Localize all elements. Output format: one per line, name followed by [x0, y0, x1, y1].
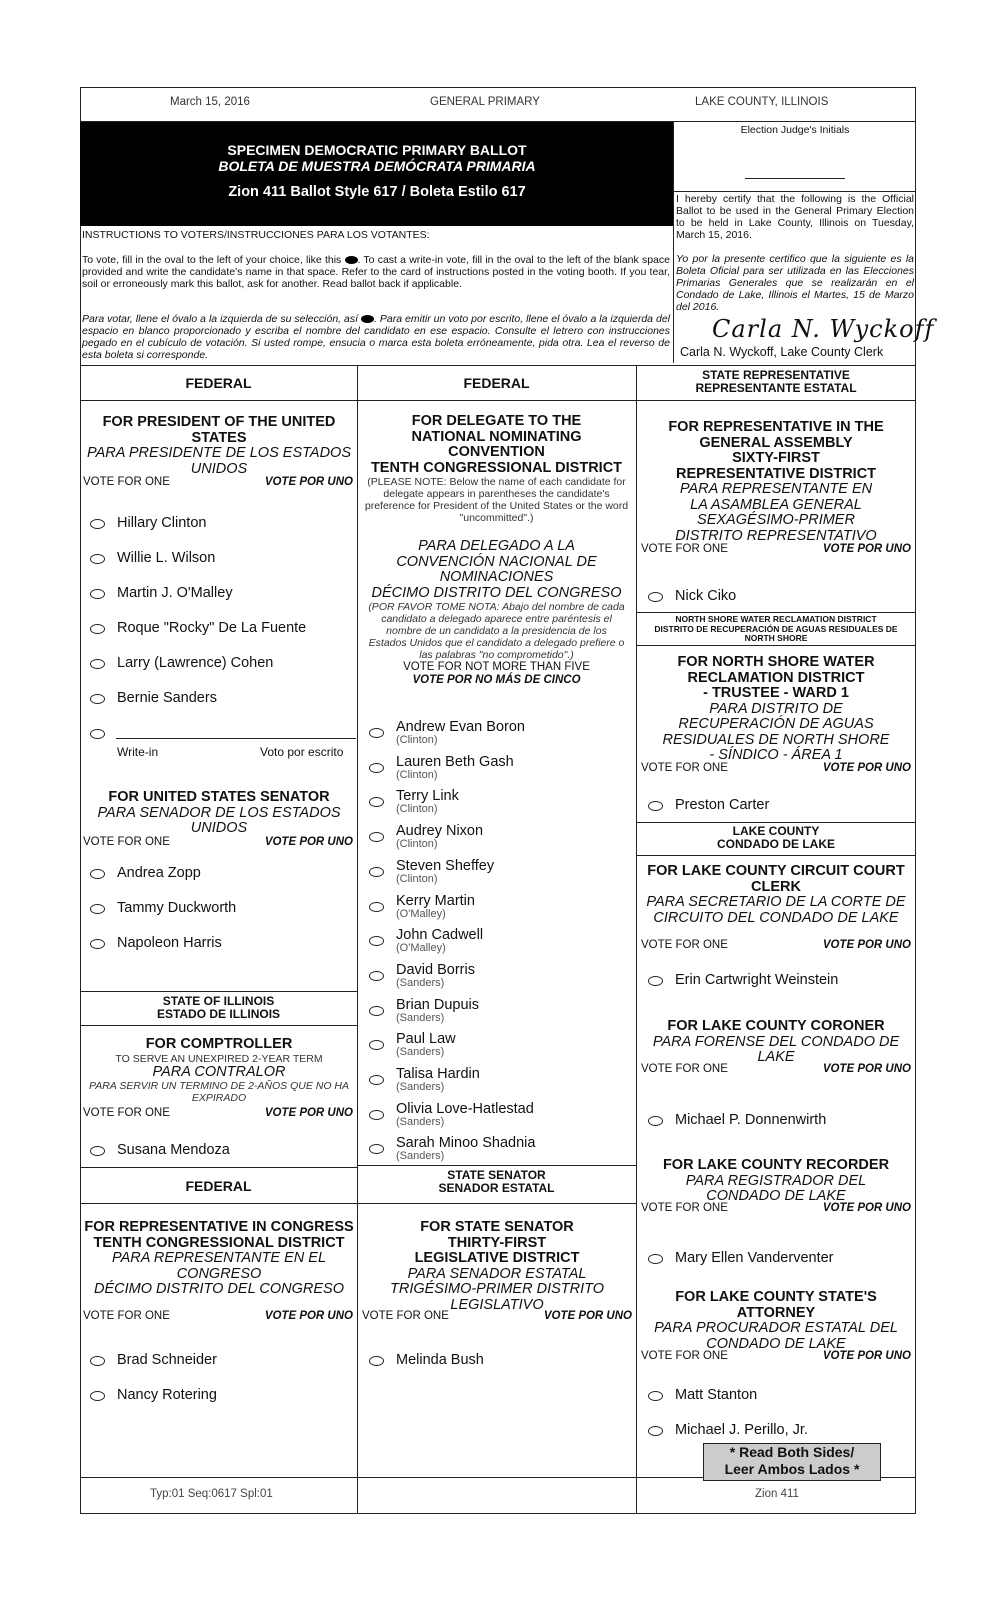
race-district-es: DÉCIMO DISTRITO DEL CONGRESO — [93, 1281, 345, 1297]
race-title-es: PARA DELEGADO A LA CONVENCIÓN NACIONAL DE NOMINACIONES — [396, 538, 597, 585]
race-title: FOR DELEGATE TO THE NATIONAL NOMINATING CONVENTION — [411, 413, 582, 460]
divider — [636, 400, 916, 401]
race-title-es: PARA PRESIDENTE DE LOS ESTADOS UNIDOS — [86, 445, 352, 477]
footer-precinct: Zion 411 — [755, 1488, 799, 1500]
election-type: GENERAL PRIMARY — [430, 96, 540, 108]
delegate-name-block — [396, 1067, 480, 1093]
delegate-preference: (O'Malley) — [396, 942, 446, 955]
sections-top — [80, 365, 916, 366]
race-president — [86, 415, 352, 477]
race-congress — [82, 1220, 356, 1298]
col2-header-federal: FEDERAL — [463, 375, 530, 391]
writein-line[interactable] — [116, 738, 356, 739]
delegate-name: John Cadwell — [396, 927, 484, 944]
oval-icon[interactable] — [369, 1110, 384, 1120]
vote-for-one: VOTE FOR ONE VOTE POR UNO — [83, 1310, 353, 1322]
judge-box-bottom — [673, 191, 916, 192]
divider — [357, 1165, 636, 1166]
race-title: FOR UNITED STATES SENATOR — [108, 789, 330, 805]
vote-for-one: VOTE FOR ONE VOTE POR UNO — [83, 1107, 353, 1119]
oval-icon[interactable] — [369, 1006, 384, 1016]
delegate-option[interactable] — [369, 824, 483, 850]
delegate-option[interactable] — [369, 1032, 456, 1058]
oval-icon[interactable] — [648, 1254, 663, 1264]
race-recorder — [640, 1158, 912, 1205]
clerk-name: Carla N. Wyckoff, Lake County Clerk — [680, 345, 884, 359]
candidate-option[interactable]: Melinda Bush — [369, 1352, 484, 1368]
delegate-option[interactable] — [369, 755, 514, 781]
oval-icon[interactable] — [369, 936, 384, 946]
col3-header-state-rep: STATE REPRESENTATIVE REPRESENTANTE ESTATAL — [695, 368, 857, 395]
read-both-sides-notice: * Read Both Sides/ Leer Ambos Lados * — [703, 1443, 881, 1481]
writein-label-es: Voto por escrito — [260, 745, 344, 759]
race-note-es: PARA SERVIR UN TERMINO DE 2-AÑOS QUE NO HA EXPIRADO — [88, 1080, 349, 1104]
delegate-name: Steven Sheffey — [396, 857, 495, 874]
race-title: FOR LAKE COUNTY RECORDER — [662, 1157, 890, 1173]
candidate-option[interactable]: Michael P. Donnenwirth — [648, 1112, 826, 1128]
delegate-name-block — [396, 963, 475, 989]
oval-icon[interactable] — [369, 1075, 384, 1085]
race-circuit-clerk — [638, 864, 914, 926]
oval-icon[interactable] — [369, 1356, 384, 1366]
candidate-option[interactable]: Napoleon Harris — [90, 935, 222, 951]
race-general-assembly — [640, 420, 912, 544]
delegate-name-block — [396, 1102, 534, 1128]
race-water-trustee — [640, 655, 912, 764]
delegate-name-block — [396, 755, 514, 781]
race-district: THIRTY-FIRST LEGISLATIVE DISTRICT — [414, 1234, 580, 1266]
race-title-es: PARA SENADOR DE LOS ESTADOS UNIDOS — [97, 804, 341, 836]
election-county: LAKE COUNTY, ILLINOIS — [695, 96, 829, 108]
vote-for-one: VOTE FOR ONE VOTE POR UNO — [641, 939, 911, 951]
oval-icon[interactable] — [90, 869, 105, 879]
delegate-option[interactable] — [369, 894, 475, 920]
vote-for-one: VOTE FOR ONE VOTE POR UNO — [83, 836, 353, 848]
race-district-es: SEXAGÉSIMO-PRIMER DISTRITO REPRESENTATIVO — [675, 512, 877, 544]
race-note-es: (POR FAVOR TOME NOTA: Abajo del nombre de cada candidato a delegado aparece entre paréntesis el nombre de un candidato a la presidencia de los Estados Unidos que el candidato a delegado prefiere o las palabras "no comprometido".) — [368, 601, 625, 661]
oval-icon[interactable] — [369, 728, 384, 738]
oval-icon[interactable] — [90, 554, 105, 564]
candidate-option[interactable]: Erin Cartwright Weinstein — [648, 972, 838, 988]
judge-initials-line[interactable] — [745, 178, 845, 179]
delegate-option[interactable] — [369, 720, 525, 746]
col1-header-divider — [80, 400, 357, 401]
candidate-option[interactable]: Matt Stanton — [648, 1387, 757, 1403]
oval-icon[interactable] — [369, 763, 384, 773]
vote-for-one: VOTE FOR ONE VOTE POR UNO — [83, 476, 353, 488]
delegate-name: Andrew Evan Boron — [396, 719, 525, 735]
race-title: FOR REPRESENTATIVE IN THE GENERAL ASSEMBLY — [668, 419, 884, 451]
delegate-option[interactable] — [369, 928, 483, 954]
oval-icon[interactable] — [90, 1146, 105, 1156]
divider — [636, 822, 916, 823]
oval-icon[interactable] — [369, 797, 384, 807]
delegate-preference: (O'Malley) — [396, 907, 446, 920]
oval-icon[interactable] — [648, 592, 663, 602]
col-divider-1 — [357, 365, 358, 1514]
candidate-option[interactable]: Michael J. Perillo, Jr. — [648, 1422, 808, 1438]
vote-for-five: VOTE FOR NOT MORE THAN FIVE — [403, 661, 590, 673]
oval-icon[interactable] — [90, 1391, 105, 1401]
delegate-option[interactable] — [369, 1102, 534, 1128]
divider — [636, 645, 916, 646]
vote-for-one: VOTE FOR ONE VOTE POR UNO — [641, 762, 911, 774]
race-title-es: PARA DISTRITO DE RECUPERACIÓN DE AGUAS RESIDUALES DE NORTH SHORE — [662, 700, 890, 748]
race-title-es: PARA PROCURADOR ESTATAL DEL CONDADO DE LAKE — [654, 1320, 898, 1352]
candidate-option[interactable]: Martin J. O'Malley — [90, 585, 233, 601]
race-title-es: PARA CONTRALOR — [152, 1063, 286, 1080]
race-district-es: TRIGÉSIMO-PRIMER DISTRITO LEGISLATIVO — [389, 1281, 605, 1313]
delegate-name-block — [396, 720, 525, 746]
oval-icon[interactable] — [369, 902, 384, 912]
delegate-name-block — [396, 998, 479, 1024]
race-title-es: PARA REGISTRADOR DEL CONDADO DE LAKE — [685, 1172, 867, 1204]
race-district: SIXTY-FIRST REPRESENTATIVE DISTRICT — [675, 450, 877, 482]
candidate-option[interactable]: Willie L. Wilson — [90, 550, 215, 566]
vote-for-one: VOTE FOR ONE VOTE POR UNO — [641, 1063, 911, 1075]
delegate-option[interactable] — [369, 1067, 480, 1093]
oval-icon[interactable] — [648, 1426, 663, 1436]
delegate-preference: (Sanders) — [396, 1011, 445, 1024]
oval-icon[interactable] — [90, 519, 105, 529]
delegate-name: Brian Dupuis — [396, 996, 480, 1013]
candidate-option[interactable]: Roque "Rocky" De La Fuente — [90, 620, 306, 636]
oval-icon[interactable] — [369, 1144, 384, 1154]
oval-icon[interactable] — [90, 589, 105, 599]
race-district: TENTH CONGRESSIONAL DISTRICT — [93, 1234, 345, 1251]
delegate-preference: (Sanders) — [396, 1081, 445, 1093]
race-title: FOR STATE SENATOR — [420, 1219, 574, 1235]
delegate-option[interactable] — [369, 963, 475, 989]
delegate-name-block — [396, 789, 459, 815]
delegate-option[interactable] — [369, 859, 494, 885]
delegate-option[interactable] — [369, 998, 479, 1024]
divider — [80, 1167, 357, 1168]
oval-icon[interactable] — [648, 1391, 663, 1401]
delegate-name: Paul Law — [396, 1031, 456, 1048]
col3-header-lake-county: LAKE COUNTY CONDADO DE LAKE — [716, 824, 835, 851]
race-title: FOR LAKE COUNTY STATE'S ATTORNEY — [675, 1289, 877, 1321]
oval-icon[interactable] — [648, 801, 663, 811]
oval-icon[interactable] — [648, 976, 663, 986]
vote-for-five-es: VOTE POR NO MÁS DE CINCO — [412, 674, 581, 686]
delegate-name-block — [396, 1136, 535, 1162]
writein-option[interactable] — [90, 725, 117, 739]
candidate-option[interactable]: Susana Mendoza — [90, 1142, 230, 1158]
oval-icon[interactable] — [90, 1356, 105, 1366]
vote-for-one: VOTE FOR ONE VOTE POR UNO — [641, 543, 911, 555]
delegate-name: Sarah Minoo Shadnia — [396, 1135, 536, 1152]
race-ward-es: - SÍNDICO - ÁREA 1 — [709, 747, 843, 763]
oval-icon[interactable] — [369, 867, 384, 877]
race-district: TENTH CONGRESSIONAL DISTRICT — [370, 459, 623, 476]
delegate-name-block — [396, 824, 483, 850]
filled-oval-icon — [345, 256, 358, 264]
oval-icon[interactable] — [369, 971, 384, 981]
candidate-option[interactable]: Mary Ellen Vanderventer — [648, 1250, 834, 1266]
race-title-es: PARA SENADOR ESTATAL — [407, 1265, 587, 1282]
candidate-option[interactable]: Andrea Zopp — [90, 865, 201, 881]
col1-header-federal: FEDERAL — [185, 375, 252, 391]
oval-icon[interactable] — [369, 832, 384, 842]
race-title: FOR LAKE COUNTY CIRCUIT COURT CLERK — [647, 863, 905, 895]
delegate-preference: (Sanders) — [396, 1046, 445, 1059]
election-date: March 15, 2016 — [170, 96, 250, 108]
banner-title-en: SPECIMEN DEMOCRATIC PRIMARY BALLOT — [227, 142, 527, 158]
delegate-preference: (Clinton) — [396, 803, 438, 816]
divider — [80, 1203, 357, 1204]
clerk-signature: Carla N. Wyckoff — [712, 315, 935, 343]
delegate-name-block — [396, 1032, 456, 1058]
race-comptroller — [82, 1037, 356, 1104]
divider — [357, 1203, 636, 1204]
race-us-senator — [86, 790, 352, 837]
candidate-option[interactable]: Tammy Duckworth — [90, 900, 236, 916]
delegate-name-block — [396, 859, 494, 885]
instructions-label: INSTRUCTIONS TO VOTERS/INSTRUCCIONES PARA LOS VOTANTES: — [82, 229, 430, 241]
delegate-preference: (Sanders) — [396, 976, 445, 989]
race-district-es: DÉCIMO DISTRITO DEL CONGRESO — [371, 584, 622, 601]
banner-style: Zion 411 Ballot Style 617 / Boleta Estilo 617 — [228, 184, 526, 200]
candidate-option[interactable]: Larry (Lawrence) Cohen — [90, 655, 273, 671]
instructions-en: To vote, fill in the oval to the left of your choice, like this . To cast a write-in vote, fill in the oval to the left of the blank space provided and write the candidate's name in that space. Refer to the card of instructions posted in the voting booth. If you tear, soil or erroneously mark this ballot, ask for another. Read ballot back if applicable. — [82, 254, 670, 290]
delegate-option[interactable] — [369, 789, 459, 815]
race-title: FOR REPRESENTATIVE IN CONGRESS — [84, 1219, 354, 1235]
oval-icon[interactable] — [648, 1116, 663, 1126]
race-title: FOR NORTH SHORE WATER RECLAMATION DISTRICT — [677, 654, 875, 686]
delegate-name: Terry Link — [396, 788, 459, 805]
ballot-banner — [80, 122, 674, 226]
candidate-option[interactable]: Hillary Clinton — [90, 515, 206, 531]
col1-header-state: STATE OF ILLINOIS ESTADO DE ILLINOIS — [156, 994, 281, 1021]
delegate-preference: (Clinton) — [396, 734, 438, 746]
divider — [80, 991, 357, 992]
oval-icon[interactable] — [90, 659, 105, 669]
writein-label: Write-in — [117, 745, 159, 759]
delegate-name: Olivia Love-Hatlestad — [396, 1100, 534, 1117]
race-states-attorney — [640, 1290, 912, 1352]
col2-header-state-senator: STATE SENATOR SENADOR ESTATAL — [438, 1168, 555, 1195]
delegate-preference: (Clinton) — [396, 838, 438, 851]
col1-header-federal-2: FEDERAL — [185, 1178, 252, 1194]
oval-icon[interactable] — [90, 694, 105, 704]
certify-es: Yo por la presente certifico que la siguiente es la Boleta Oficial para ser utilizada en las Elecciones Primarias Generales que se realizarán en el Condado de Lake, Illinois el Martes, 15 de Marzo del 2016. — [676, 253, 914, 313]
oval-icon[interactable] — [90, 939, 105, 949]
judge-divider — [673, 121, 674, 363]
vote-for-one: VOTE FOR ONE VOTE POR UNO — [362, 1310, 632, 1322]
delegate-name-block — [396, 894, 475, 920]
banner-title-es: BOLETA DE MUESTRA DEMÓCRATA PRIMARIA — [218, 158, 536, 174]
col-divider-2 — [636, 365, 637, 1514]
delegate-preference: (Sanders) — [396, 1150, 445, 1163]
col3-header-water: NORTH SHORE WATER RECLAMATION DISTRICT DISTRITO DE RECUPERACIÓN DE AGUAS RESIDUALES DE NORTH SHORE — [654, 614, 898, 643]
delegate-name-block — [396, 928, 483, 954]
divider — [636, 612, 916, 613]
delegate-name: Audrey Nixon — [396, 823, 484, 840]
vote-for-one: VOTE FOR ONE VOTE POR UNO — [641, 1202, 911, 1214]
footer-sequence: Typ:01 Seq:0617 Spl:01 — [150, 1488, 273, 1500]
race-title-es: PARA SECRETARIO DE LA CORTE DE CIRCUITO DEL CONDADO DE LAKE — [646, 894, 906, 926]
candidate-option[interactable]: Nick Ciko — [648, 588, 736, 604]
instructions-es: Para votar, llene el óvalo a la izquierda de su selección, así . Para emitir un voto por escrito, llene el óvalo a la izquierda del espacio en blanco proporcionado y escriba el nombre del candidato en ese espacio. Consulte el letrero con instrucciones pegado en el cubículo de votación. Si usted rompe, ensucia o marca esta boleta erróneamente, pida otra. Lea el reverso de esta boleta si corresponde. — [82, 313, 670, 361]
candidate-option[interactable]: Preston Carter — [648, 797, 769, 813]
delegate-name: David Borris — [396, 961, 475, 978]
delegate-option[interactable] — [369, 1136, 535, 1162]
divider — [80, 1025, 357, 1026]
race-title: FOR COMPTROLLER — [145, 1036, 293, 1052]
oval-icon[interactable] — [90, 729, 105, 739]
oval-icon[interactable] — [90, 904, 105, 914]
race-state-senator — [362, 1220, 632, 1313]
race-title-es: PARA REPRESENTANTE EN LA ASAMBLEA GENERAL — [679, 481, 873, 513]
oval-icon[interactable] — [90, 624, 105, 634]
candidate-option[interactable]: Nancy Rotering — [90, 1387, 217, 1403]
vote-for-one: VOTE FOR ONE VOTE POR UNO — [641, 1350, 911, 1362]
race-title-es: PARA REPRESENTANTE EN EL CONGRESO — [111, 1250, 327, 1282]
race-title-es: PARA FORENSE DEL CONDADO DE LAKE — [652, 1033, 900, 1065]
race-delegate — [360, 414, 633, 687]
candidate-option[interactable]: Bernie Sanders — [90, 690, 217, 706]
delegate-preference: (Clinton) — [396, 872, 438, 885]
delegate-name: Kerry Martin — [396, 892, 475, 909]
judge-initials-label: Election Judge's Initials — [740, 124, 850, 136]
oval-icon[interactable] — [369, 1040, 384, 1050]
candidate-option[interactable]: Brad Schneider — [90, 1352, 217, 1368]
race-coroner — [640, 1019, 912, 1066]
certify-en: I hereby certify that the following is the Official Ballot to be used in the General Primary Election to be held in Lake County, Illinois on Tuesday, March 15, 2016. — [676, 193, 914, 241]
race-note: TO SERVE AN UNEXPIRED 2-YEAR TERM — [115, 1052, 323, 1065]
race-note: (PLEASE NOTE: Below the name of each candidate for delegate appears in parentheses the candidate's preference for President of the United States or the word "uncommitted".) — [364, 476, 629, 524]
divider — [636, 855, 916, 856]
delegate-name: Talisa Hardin — [396, 1066, 480, 1082]
filled-oval-icon — [361, 315, 374, 323]
delegate-preference: (Clinton) — [396, 768, 438, 781]
race-ward: - TRUSTEE - WARD 1 — [703, 685, 849, 701]
delegate-name: Lauren Beth Gash — [396, 753, 514, 770]
delegate-preference: (Sanders) — [396, 1115, 445, 1128]
divider — [357, 400, 636, 401]
race-title: FOR PRESIDENT OF THE UNITED STATES — [102, 414, 336, 446]
race-title: FOR LAKE COUNTY CORONER — [667, 1018, 885, 1034]
